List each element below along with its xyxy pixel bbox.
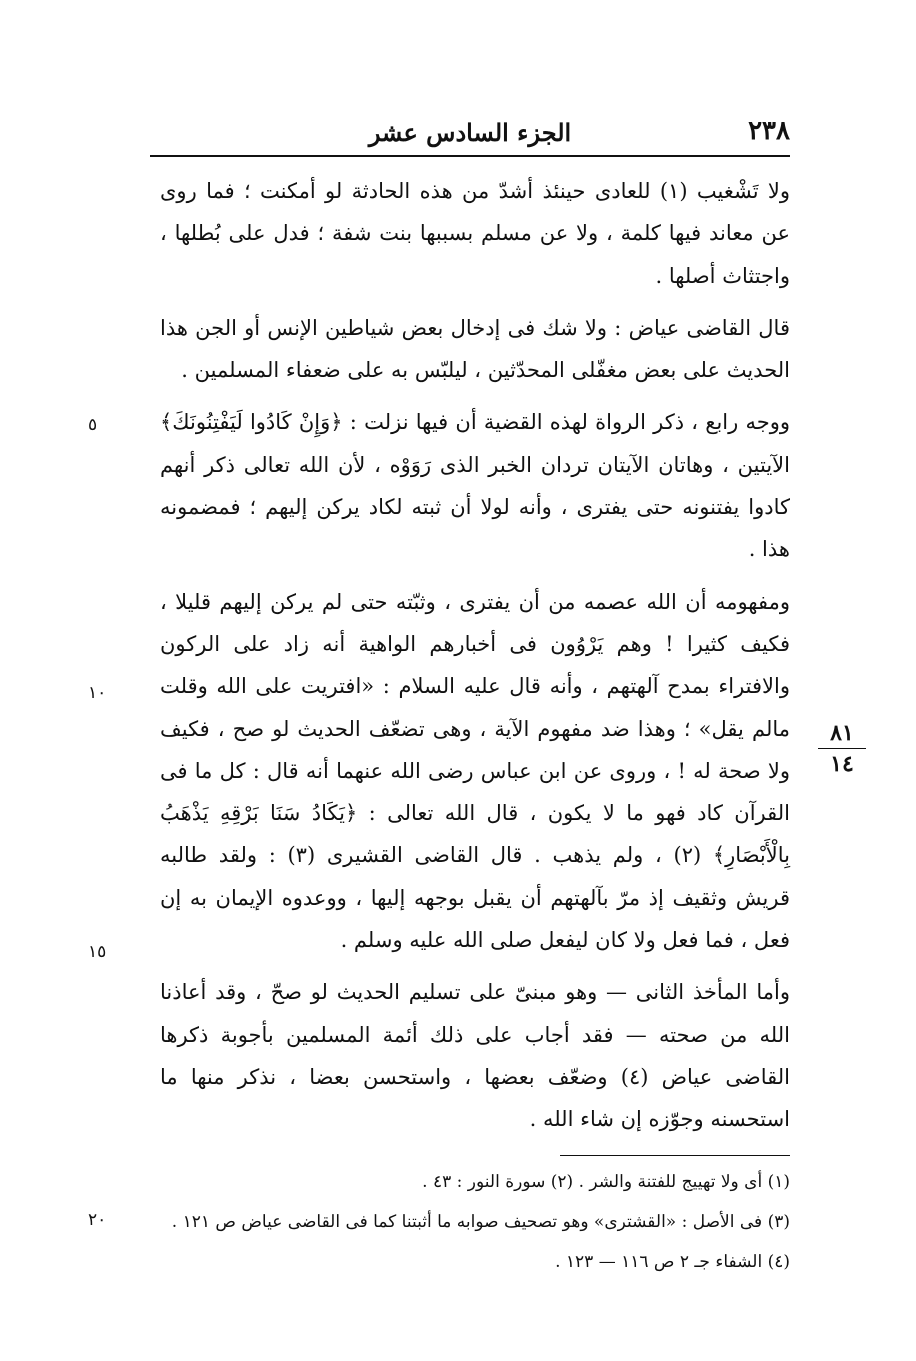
footnote: (٤) الشفاء جـ ٢ ص ١١٦ — ١٢٣ . [555,1252,790,1272]
margin-reference [818,720,866,777]
line-number-marker: ١٥ [88,942,107,962]
main-text [160,170,790,1151]
line-number-marker: ٢٠ [88,1210,107,1230]
margin-reference-bottom: ١٤ [830,751,854,777]
paragraph: ولا تَشْغيب (١) للعادى حينئذ أشدّ من هذه الحادثة لو أمكنت ؛ فما روى عن معاند فيها كلمة ، ولا عن مسلم بسببها بنت شفة ؛ فدل على بُطلها ، واجتثاث أصلها . [160,179,791,288]
footnote-divider [560,1155,790,1156]
paragraph: ووجه رابع ، ذكر الرواة لهذه القضية أن فيها نزلت : ﴿وَإِنْ كَادُوا لَيَفْتِنُونَكَ﴾ الآيتين ، وهاتان الآيتان تردان الخبر الذى رَوَوْه ، لأن الله تعالى ذكر أنهم كادوا يفتنونه حتى يفترى ، وأنه لولا أن ثبته لكاد يركن إليهم ؛ فمضمونه هذا . [160,410,790,562]
paragraph: وأما المأخذ الثانى — وهو مبنىّ على تسليم الحديث لو صحّ ، وقد أعاذنا الله من صحته — فقد أجاب على ذلك أئمة المسلمين بأجوبة ذكرها القاضى عياض (٤) وضعّف بعضها ، واستحسن بعضا ، نذكر منها ما استحسنه وجوّزه إن شاء الله . [160,980,790,1132]
page-header [150,112,790,152]
footnote: (٣) فى الأصل : «القشترى» وهو تصحيف صوابه ما أثبتنا كما فى القاضى عياض ص ١٢١ . [171,1212,790,1232]
paragraph: قال القاضى عياض : ولا شك فى إدخال بعض شياطين الإنس أو الجن هذا الحديث على بعض مغفّلى المحدّثين ، ليلبّس به على ضعفاء المسلمين . [160,315,790,383]
page-number: ٢٣٨ [748,116,790,146]
footnote: (١) أى ولا تهييج للفتنة والشر . (٢) سورة النور : ٤٣ . [422,1172,790,1192]
paragraph: ومفهومه أن الله عصمه من أن يفترى ، وثبّته حتى لم يركن إليهم قليلا ، فكيف كثيرا ! وهم يَرْوُون فى أخبارهم الواهية أنه زاد على الركون والافتراء بمدح آلهتهم ، وأنه قال عليه السلام : «افتريت على الله وقلت مالم يقل» ؛ وهذا ضد مفهوم الآية ، وهى تضعّف الحديث لو صح ، فكيف ولا صحة له ! ، وروى عن ابن عباس رضى الله عنهما أنه قال : كل ما فى القرآن كاد فهو ما لا يكون ، قال الله تعالى : ﴿يَكَادُ سَنَا بَرْقِهِ يَذْهَبُ بِالْأَبْصَارِ﴾ (٢) ، ولم يذهب . قال القاضى القشيرى (٣) : ولقد طالبه قريش وثقيف إذ مرّ بآلهتهم أن يقبل بوجهه إليها ، ووعدوه الإيمان به إن فعل ، فما فعل ولا كان ليفعل صلى الله عليه وسلم . [160,589,790,953]
margin-reference-top: ٨١ [830,720,854,746]
running-title: الجزء السادس عشر [368,118,572,147]
line-number-marker: ١٠ [88,683,107,703]
footnotes [160,1162,790,1282]
line-number-marker: ٥ [88,415,98,435]
header-divider [150,155,790,157]
margin-reference-divider [818,748,866,749]
